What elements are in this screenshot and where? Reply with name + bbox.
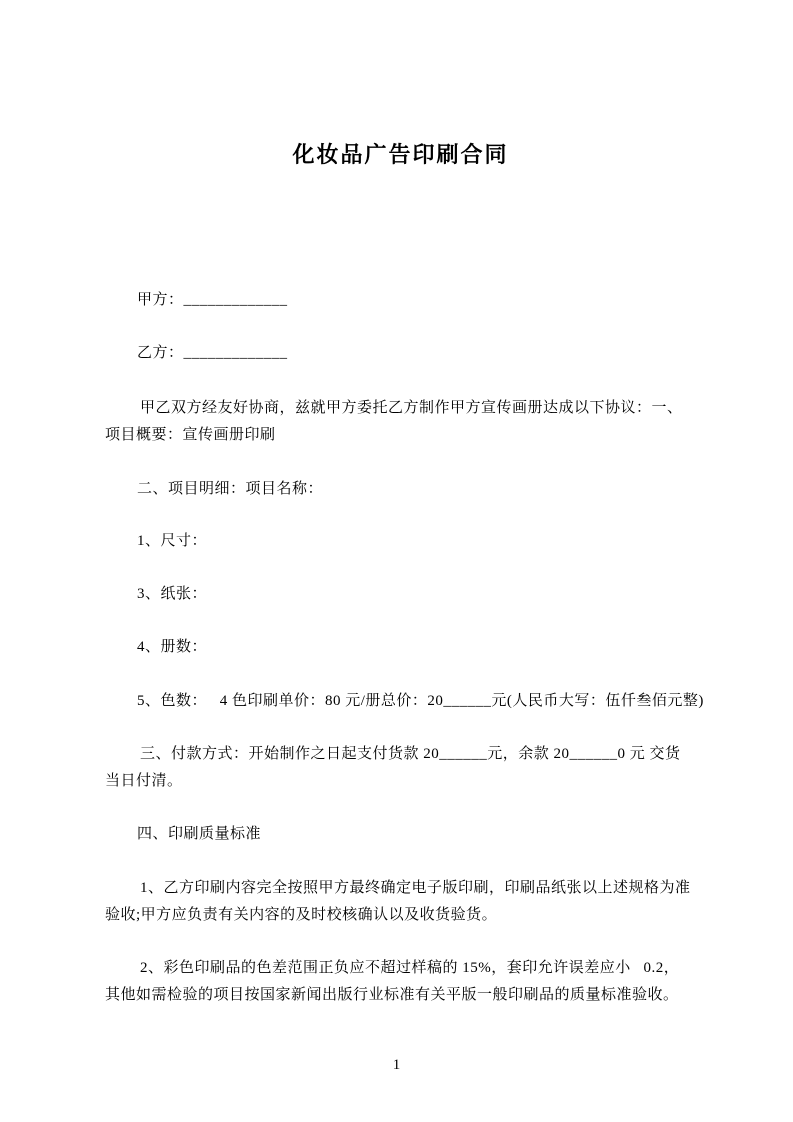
spec-size: 1、尺寸：: [137, 533, 208, 549]
document-title: 化妆品广告印刷合同: [292, 142, 509, 167]
quality-clause-2-line-2: 其他如需检验的项目按国家新闻出版行业标准有关平版一般印刷品的质量标准验收。: [105, 987, 679, 1003]
intro-line-1: 甲乙双方经友好协商，兹就甲方委托乙方制作甲方宣传画册达成以下协议：一、: [140, 400, 683, 416]
quality-clause-1-line-1: 1、乙方印刷内容完全按照甲方最终确定电子版印刷，印刷品纸张以上述规格为准: [140, 880, 691, 896]
spec-quantity: 4、册数：: [137, 639, 208, 655]
page-number: 1: [392, 1057, 401, 1073]
quality-standard-heading: 四、印刷质量标准: [137, 826, 262, 842]
spec-colors-price: 5、色数： 4 色印刷单价：80 元/册总价：20______元(人民币大写：伍仟叁佰元整): [137, 693, 704, 709]
party-a-line: 甲方：_____________: [137, 292, 288, 308]
quality-clause-2-line-1: 2、彩色印刷品的色差范围正负应不超过样稿的 15%，套印允许误差应小 0.2，: [140, 960, 680, 976]
payment-terms-line-2: 当日付清。: [105, 773, 183, 789]
spec-paper: 3、纸张：: [137, 586, 208, 602]
quality-clause-1-line-2: 验收;甲方应负责有关内容的及时校核确认以及收货验货。: [105, 907, 498, 923]
project-details-heading: 二、项目明细：项目名称：: [137, 481, 324, 497]
intro-line-2: 项目概要：宣传画册印刷: [105, 427, 276, 443]
party-b-line: 乙方：_____________: [137, 345, 288, 361]
payment-terms-line-1: 三、付款方式：开始制作之日起支付货款 20______元，余款 20______0 元 交货: [140, 746, 681, 762]
